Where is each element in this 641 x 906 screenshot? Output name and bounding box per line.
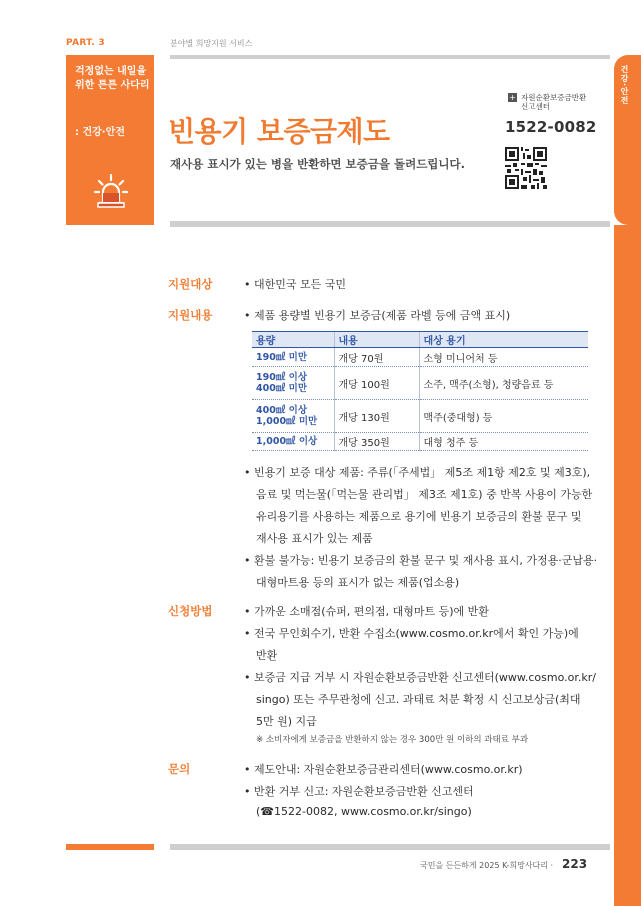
category-subtitle: : 건강·안전: [75, 127, 125, 138]
top-divider: [170, 55, 610, 59]
header-divider: [170, 221, 610, 227]
part-label: PART. 3: [66, 38, 105, 48]
page-number: 223: [562, 857, 588, 871]
amount-cell: 개당 130원: [334, 400, 419, 433]
page-subtitle: 재사용 표시가 있는 병을 반환하면 보증금을 돌려드립니다.: [170, 157, 466, 171]
content-line: 음료 및 먹는물(「먹는물 관리법」 제3조 제1호) 중 반복 사용이 가능한: [256, 488, 593, 501]
table-row: [252, 348, 588, 367]
table-header-row: [252, 332, 588, 348]
amount-cell: 개당 100원: [334, 367, 419, 400]
section-tab-label: 건강·안전: [620, 65, 629, 106]
section-tab: [614, 55, 641, 225]
siren-icon: [94, 173, 128, 209]
target-line: • 대한민국 모든 국민: [244, 278, 346, 291]
apply-line: 반환: [256, 649, 278, 662]
contact-center: [508, 93, 589, 111]
apply-line: • 전국 무인회수기, 반환 수집소(www.cosmo.or.kr에서 확인 가능)에: [244, 627, 579, 640]
footer-divider: [170, 844, 610, 850]
header-target-container: 대상 용기: [419, 332, 588, 348]
volume-cell: 190㎖ 이상 400㎖ 미만: [252, 367, 334, 400]
category-title: 걱정없는 내일을 위한 튼튼 사다리: [75, 66, 150, 91]
footer-text: 국민을 든든하게 2025 K-희망사다리 ·: [420, 861, 554, 870]
deposit-table: [252, 331, 588, 451]
table-row: [252, 433, 588, 451]
plus-icon: +: [509, 93, 516, 102]
container-cell: 대형 청주 등: [419, 433, 588, 451]
amount-cell: 개당 70원: [334, 348, 419, 367]
apply-line: 5만 원) 지급: [256, 715, 317, 728]
qr-code-icon[interactable]: [505, 147, 547, 189]
content-line: 대형마트용 등의 표시가 없는 제품(업소용): [256, 576, 460, 589]
contact-phone: 1522-0082: [505, 118, 597, 136]
inquiry-line: (☎1522-0082, www.cosmo.or.kr/singo): [256, 805, 472, 818]
category-box: [66, 55, 154, 225]
content-line: • 빈용기 보증 대상 제품: 주류(「주세법」 제5조 제1항 제2호 및 제3호),: [244, 466, 591, 479]
apply-line: singo) 또는 주무관청에 신고. 과태료 처분 확정 시 신고보상금(최대: [256, 693, 581, 706]
side-bar: [614, 225, 641, 906]
inquiry-label: 문의: [168, 762, 191, 776]
apply-line: • 가까운 소매점(슈퍼, 편의점, 대형마트 등)에 반환: [244, 605, 489, 618]
footer-accent: [66, 844, 154, 850]
header-content: 내용: [334, 332, 419, 348]
inquiry-line: • 반환 거부 신고: 자원순환보증금반환 신고센터: [244, 785, 474, 798]
contact-center-name: 자원순환보증금반환 신고센터: [521, 93, 587, 111]
header-volume: 용량: [252, 332, 334, 348]
content-label: 지원내용: [168, 308, 213, 322]
inquiry-line: • 제도안내: 자원순환보증금관리센터(www.cosmo.or.kr): [244, 763, 523, 776]
container-cell: 소형 미니어처 등: [419, 348, 588, 367]
volume-cell: 190㎖ 미만: [252, 348, 334, 367]
apply-line: • 보증금 지급 거부 시 자원순환보증금반환 신고센터(www.cosmo.or.kr/: [244, 671, 596, 684]
apply-note: ※ 소비자에게 보증금을 반환하지 않는 경우 300만 원 이하의 과태료 부과: [256, 735, 529, 745]
table-row: [252, 367, 588, 400]
page-title: 빈용기 보증금제도: [168, 115, 390, 148]
container-cell: 맥주(중대형) 등: [419, 400, 588, 433]
table-row: [252, 400, 588, 433]
container-cell: 소주, 맥주(소형), 청량음료 등: [419, 367, 588, 400]
section-label: 분야별 희망지원 서비스: [170, 39, 253, 48]
content-line: • 환불 불가능: 빈용기 보증금의 환불 문구 및 재사용 표시, 가정용·군납용·: [244, 554, 598, 567]
amount-cell: 개당 350원: [334, 433, 419, 451]
content-intro: • 제품 용량별 빈용기 보증금(제품 라벨 등에 금액 표시): [244, 309, 511, 322]
content-line: 재사용 표시가 있는 제품: [256, 532, 373, 545]
content-line: 유리용기를 사용하는 제품으로 용기에 빈용기 보증금의 환불 문구 및: [256, 510, 582, 523]
apply-label: 신청방법: [168, 604, 213, 618]
volume-cell: 400㎖ 이상 1,000㎖ 미만: [252, 400, 334, 433]
volume-cell: 1,000㎖ 이상: [252, 433, 334, 451]
target-label: 지원대상: [168, 277, 213, 291]
